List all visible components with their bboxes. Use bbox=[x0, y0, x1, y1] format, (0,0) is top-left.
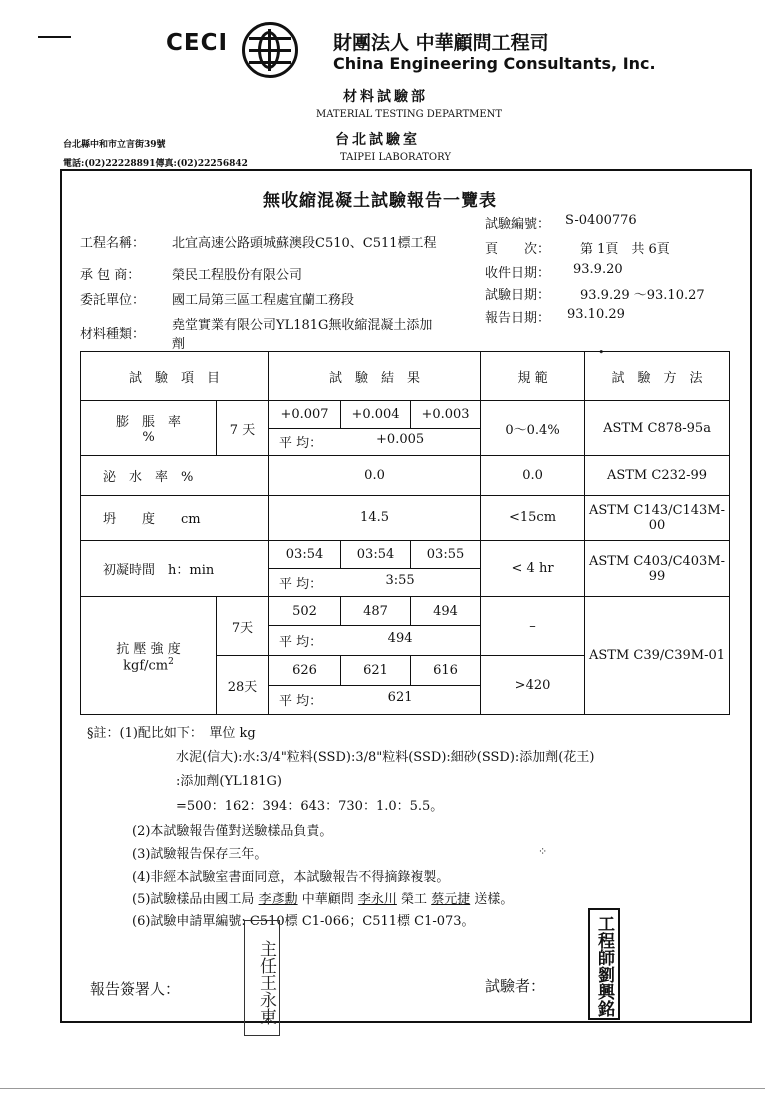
setting-v1: 03:54 bbox=[269, 540, 341, 568]
compressive-unit bbox=[83, 657, 214, 673]
bleeding-spec: 0.0 bbox=[481, 455, 585, 495]
d7-v1: 502 bbox=[269, 597, 341, 625]
report-title: 無收縮混凝土試驗報告一覽表 bbox=[263, 191, 497, 211]
phone-fax: 電話:(02)22228891傳真:(02)22256842 bbox=[63, 159, 248, 169]
org-name-zh: 財團法人 中華顧問工程司 bbox=[333, 32, 549, 54]
test-date-value: 93.9.29 ～93.10.27 bbox=[580, 288, 705, 303]
bleeding-method: ASTM C232-99 bbox=[585, 455, 730, 495]
expansion-spec: 0～0.4% bbox=[481, 401, 585, 456]
globe-logo-icon bbox=[242, 22, 298, 78]
slump-value: 14.5 bbox=[269, 495, 481, 540]
note-6: (6)試驗申請單編號: C510標 C1-066；C511標 C1-073。 bbox=[132, 914, 475, 929]
setting-method: ASTM C403/C403M-99 bbox=[585, 540, 730, 597]
contractor-label: 承 包 商： bbox=[80, 268, 141, 283]
contractor-value: 榮民工程股份有限公司 bbox=[172, 268, 303, 283]
setting-label: 初凝時間 h：min bbox=[81, 540, 269, 597]
avg-label: 平 均： bbox=[279, 694, 323, 710]
lab-name-zh: 台北試驗室 bbox=[335, 132, 420, 148]
note-1-line3: :添加劑(YL181G) bbox=[176, 774, 282, 789]
table-row bbox=[81, 540, 730, 568]
note-3: (3)試驗報告保存三年。 bbox=[132, 847, 268, 862]
note-2: (2)本試驗報告僅對送驗樣品負責。 bbox=[132, 824, 333, 839]
bleeding-label: 泌 水 率 % bbox=[81, 455, 269, 495]
sample-sender-1: 李彥勳 bbox=[258, 892, 298, 907]
sample-sender-3: 蔡元捷 bbox=[431, 892, 471, 907]
project-label: 工程名稱： bbox=[80, 236, 146, 251]
bleeding-value: 0.0 bbox=[269, 455, 481, 495]
compressive-label-text: 抗 壓 強 度 bbox=[116, 642, 181, 658]
department-en: MATERIAL TESTING DEPARTMENT bbox=[316, 109, 503, 120]
speck: • bbox=[598, 346, 605, 359]
address: 台北縣中和市立言街39號 bbox=[63, 140, 166, 150]
avg-value: +0.005 bbox=[376, 432, 425, 448]
age-28-days: 28天 bbox=[217, 656, 269, 715]
table-row bbox=[81, 495, 730, 540]
d28-v1: 626 bbox=[269, 656, 341, 685]
table-row bbox=[81, 597, 730, 625]
d28-v3: 616 bbox=[411, 656, 481, 685]
avg-value: 621 bbox=[387, 690, 413, 706]
note-4: (4)非經本試驗室書面同意，本試驗報告不得摘錄複製。 bbox=[132, 870, 450, 885]
header-result: 試 驗 結 果 bbox=[269, 352, 481, 401]
table-row bbox=[81, 455, 730, 495]
expansion-average bbox=[269, 428, 481, 455]
material-value: 堯堂實業有限公司YL181G無收縮混凝土添加 bbox=[172, 318, 433, 333]
setting-v2: 03:54 bbox=[341, 540, 411, 568]
table-header-row bbox=[81, 352, 730, 401]
setting-v3: 03:55 bbox=[411, 540, 481, 568]
note-1-line4: =500：162：394：643：730：1.0：5.5。 bbox=[176, 799, 444, 814]
globe-axis bbox=[268, 29, 271, 71]
compressive-label bbox=[81, 597, 217, 715]
expansion-v2: +0.004 bbox=[341, 401, 411, 428]
received-date-value: 93.9.20 bbox=[573, 262, 623, 277]
received-date-label: 收件日期： bbox=[485, 266, 551, 281]
signer-stamp-text: 主任王永東 bbox=[256, 939, 276, 1025]
d28-v2: 621 bbox=[341, 656, 411, 685]
unit-sup: 2 bbox=[168, 657, 174, 668]
table-row bbox=[81, 401, 730, 428]
note-5 bbox=[132, 888, 513, 907]
signer-stamp bbox=[244, 920, 280, 1036]
client-value: 國工局第三區工程處宜蘭工務段 bbox=[172, 293, 355, 308]
page-value: 第 1頁 共 6頁 bbox=[580, 242, 670, 257]
material-label: 材料種類： bbox=[80, 327, 146, 342]
compressive-method: ASTM C39/C39M-01 bbox=[585, 597, 730, 715]
note-5-d: 送樣。 bbox=[474, 892, 514, 907]
avg-label: 平 均： bbox=[279, 634, 323, 650]
d7-average bbox=[269, 625, 481, 655]
header-spec: 規 範 bbox=[481, 352, 585, 401]
setting-spec: < 4 hr bbox=[481, 540, 585, 597]
expansion-label bbox=[81, 401, 217, 456]
client-label: 委託單位： bbox=[80, 293, 146, 308]
d28-average bbox=[269, 685, 481, 714]
avg-value: 494 bbox=[387, 630, 413, 646]
expansion-label-text: 膨 脹 率 bbox=[115, 415, 181, 431]
lab-name-en: TAIPEI LABORATORY bbox=[340, 152, 451, 163]
note-1-head: §註：(1)配比如下： 單位 kg bbox=[87, 726, 256, 741]
material-value-cont: 劑 bbox=[172, 337, 186, 352]
slump-method: ASTM C143/C143M-00 bbox=[585, 495, 730, 540]
org-name-en: China Engineering Consultants, Inc. bbox=[333, 54, 656, 73]
report-date-label: 報告日期： bbox=[485, 311, 551, 326]
note-5-b: 中華顧問 bbox=[301, 892, 354, 907]
speck: ⁘ bbox=[538, 845, 548, 858]
d7-spec: – bbox=[481, 597, 585, 656]
slump-label: 坍 度 cm bbox=[81, 495, 269, 540]
expansion-method: ASTM C878-95a bbox=[585, 401, 730, 456]
expansion-v1: +0.007 bbox=[269, 401, 341, 428]
report-no-value: S-0400776 bbox=[565, 213, 637, 228]
expansion-unit: % bbox=[142, 430, 155, 446]
expansion-v3: +0.003 bbox=[411, 401, 481, 428]
d7-v3: 494 bbox=[411, 597, 481, 625]
header-item: 試 驗 項 目 bbox=[81, 352, 269, 401]
report-date-value: 93.10.29 bbox=[567, 307, 625, 322]
d7-v2: 487 bbox=[341, 597, 411, 625]
d28-spec: >420 bbox=[481, 656, 585, 715]
department-zh: 材料試驗部 bbox=[343, 89, 428, 105]
note-5-a: (5)試驗樣品由國工局 bbox=[132, 892, 255, 907]
expansion-age: 7 天 bbox=[217, 401, 269, 456]
age-7-days: 7天 bbox=[217, 597, 269, 656]
logo-text: CECI bbox=[166, 30, 229, 56]
test-date-label: 試驗日期： bbox=[485, 288, 551, 303]
sample-sender-2: 李永川 bbox=[357, 892, 397, 907]
avg-label: 平 均： bbox=[279, 436, 323, 452]
avg-value: 3:55 bbox=[385, 573, 415, 589]
tester-stamp bbox=[588, 908, 620, 1020]
unit-text: kgf/cm bbox=[123, 658, 169, 674]
page-bottom-line bbox=[0, 1088, 765, 1089]
avg-label: 平 均： bbox=[279, 577, 323, 593]
slump-spec: <15cm bbox=[481, 495, 585, 540]
note-5-c: 榮工 bbox=[401, 892, 428, 907]
header-method: 試 驗 方 法 bbox=[585, 352, 730, 401]
project-value: 北宜高速公路頭城蘇澳段C510、C511標工程 bbox=[172, 236, 437, 251]
setting-average bbox=[269, 569, 481, 597]
edge-dash bbox=[38, 36, 71, 38]
tester-label: 試驗者： bbox=[485, 977, 546, 995]
page-label: 頁 次： bbox=[485, 242, 551, 257]
results-table bbox=[80, 351, 730, 715]
note-1-line2: 水泥(信大):水:3/4"粒料(SSD):3/8"粒料(SSD):細砂(SSD):添加劑(花王) bbox=[176, 750, 595, 765]
tester-stamp-text: 工程師劉興銘 bbox=[594, 915, 614, 1017]
report-no-label: 試驗編號： bbox=[485, 217, 551, 232]
signer-label: 報告簽署人： bbox=[90, 980, 181, 998]
